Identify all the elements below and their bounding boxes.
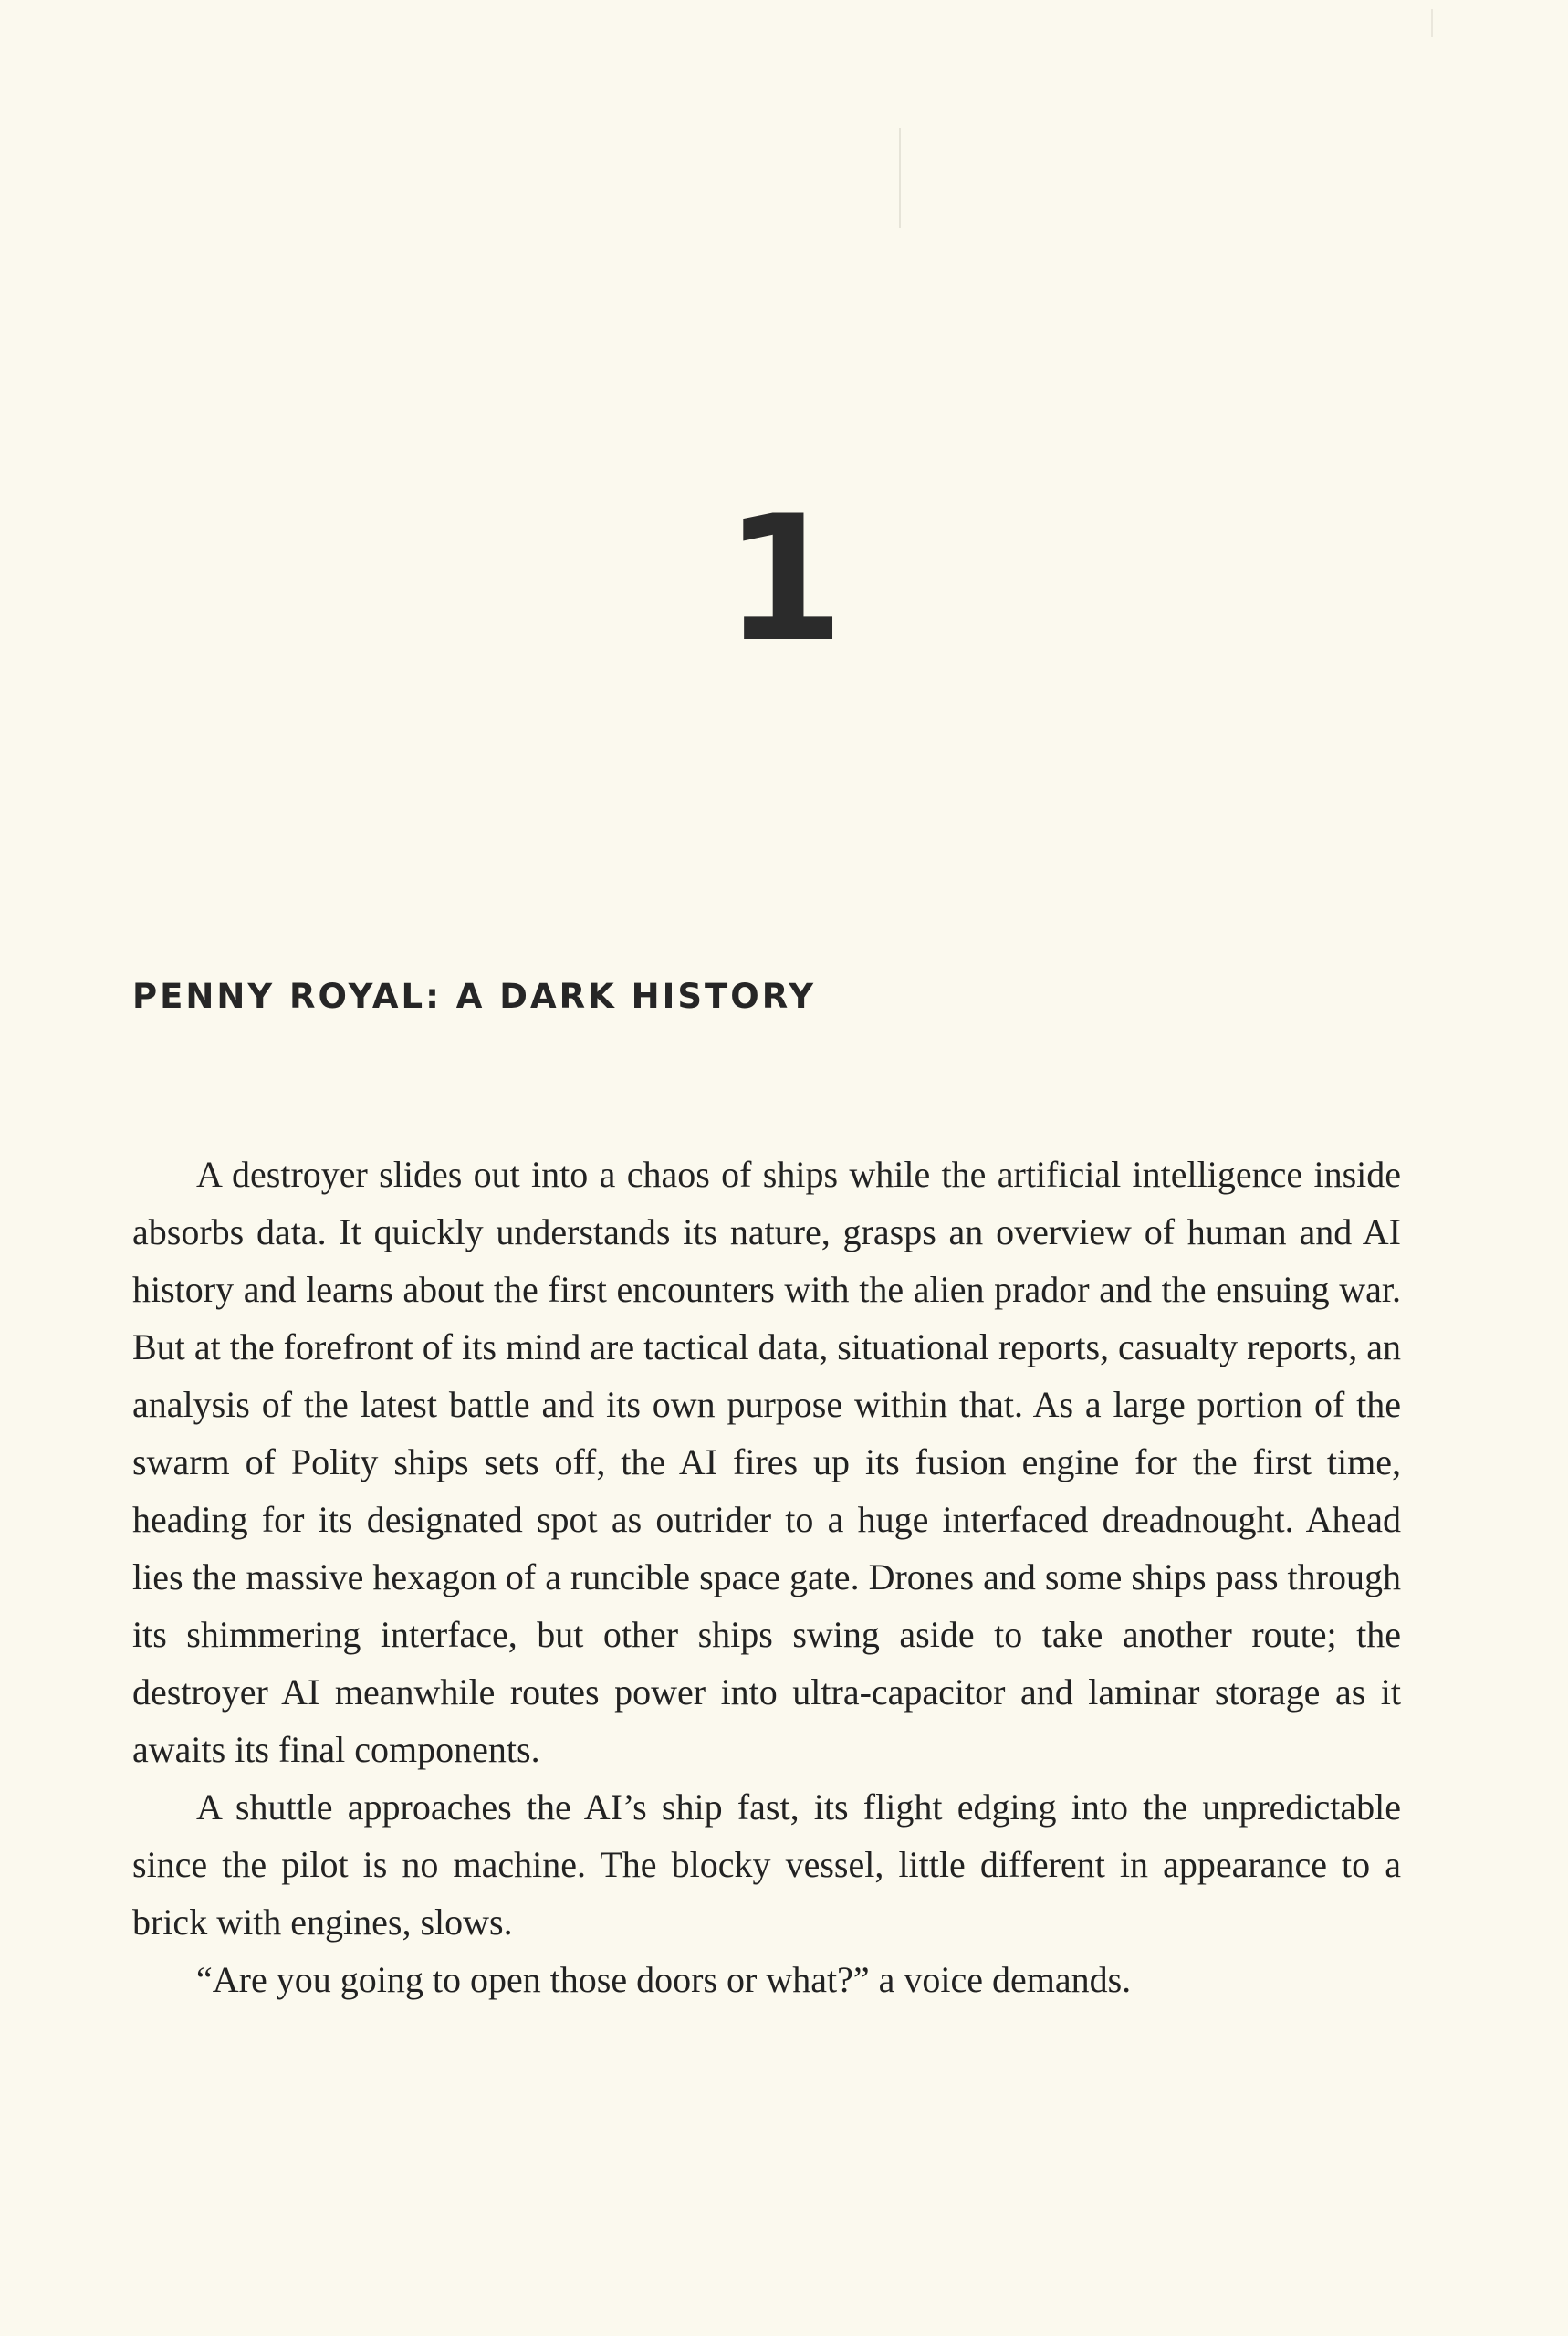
paragraph: A shuttle approaches the AI’s ship fast, its flight edging into the unpredictable since the pilot is no machine. The blocky vessel, little different in appearance to a brick with engines, slows.: [132, 1786, 1401, 1943]
paragraph: A destroyer slides out into a chaos of ships while the artificial intelligence inside absorbs data. It quickly understands its nature, grasps an overview of human and AI history and learns about the first encounters with the alien prador and the ensuing war. But at the forefront of its mind are tactical data, situational reports, casualty reports, an analysis of the latest battle and its own purpose within that. As a large portion of the swarm of Polity ships sets off, the AI fires up its fusion engine for the first time, heading for its designated spot as outrider to a huge interfaced dreadnought. Ahead lies the massive hexagon of a runcible space gate. Drones and some ships pass through its shimmering interface, but other ships swing aside to take another route; the destroyer AI meanwhile routes power into ultra-capacitor and laminar storage as it awaits its final components.: [132, 1154, 1401, 1770]
chapter-title: PENNY ROYAL: A DARK HISTORY: [132, 977, 817, 1016]
chapter-number: 1: [723, 478, 845, 680]
chapter-body: [132, 1146, 1401, 2008]
scan-artifact: [899, 128, 901, 228]
scan-artifact: [1431, 9, 1433, 37]
paragraph: “Are you going to open those doors or what?” a voice demands.: [196, 1959, 1132, 2000]
